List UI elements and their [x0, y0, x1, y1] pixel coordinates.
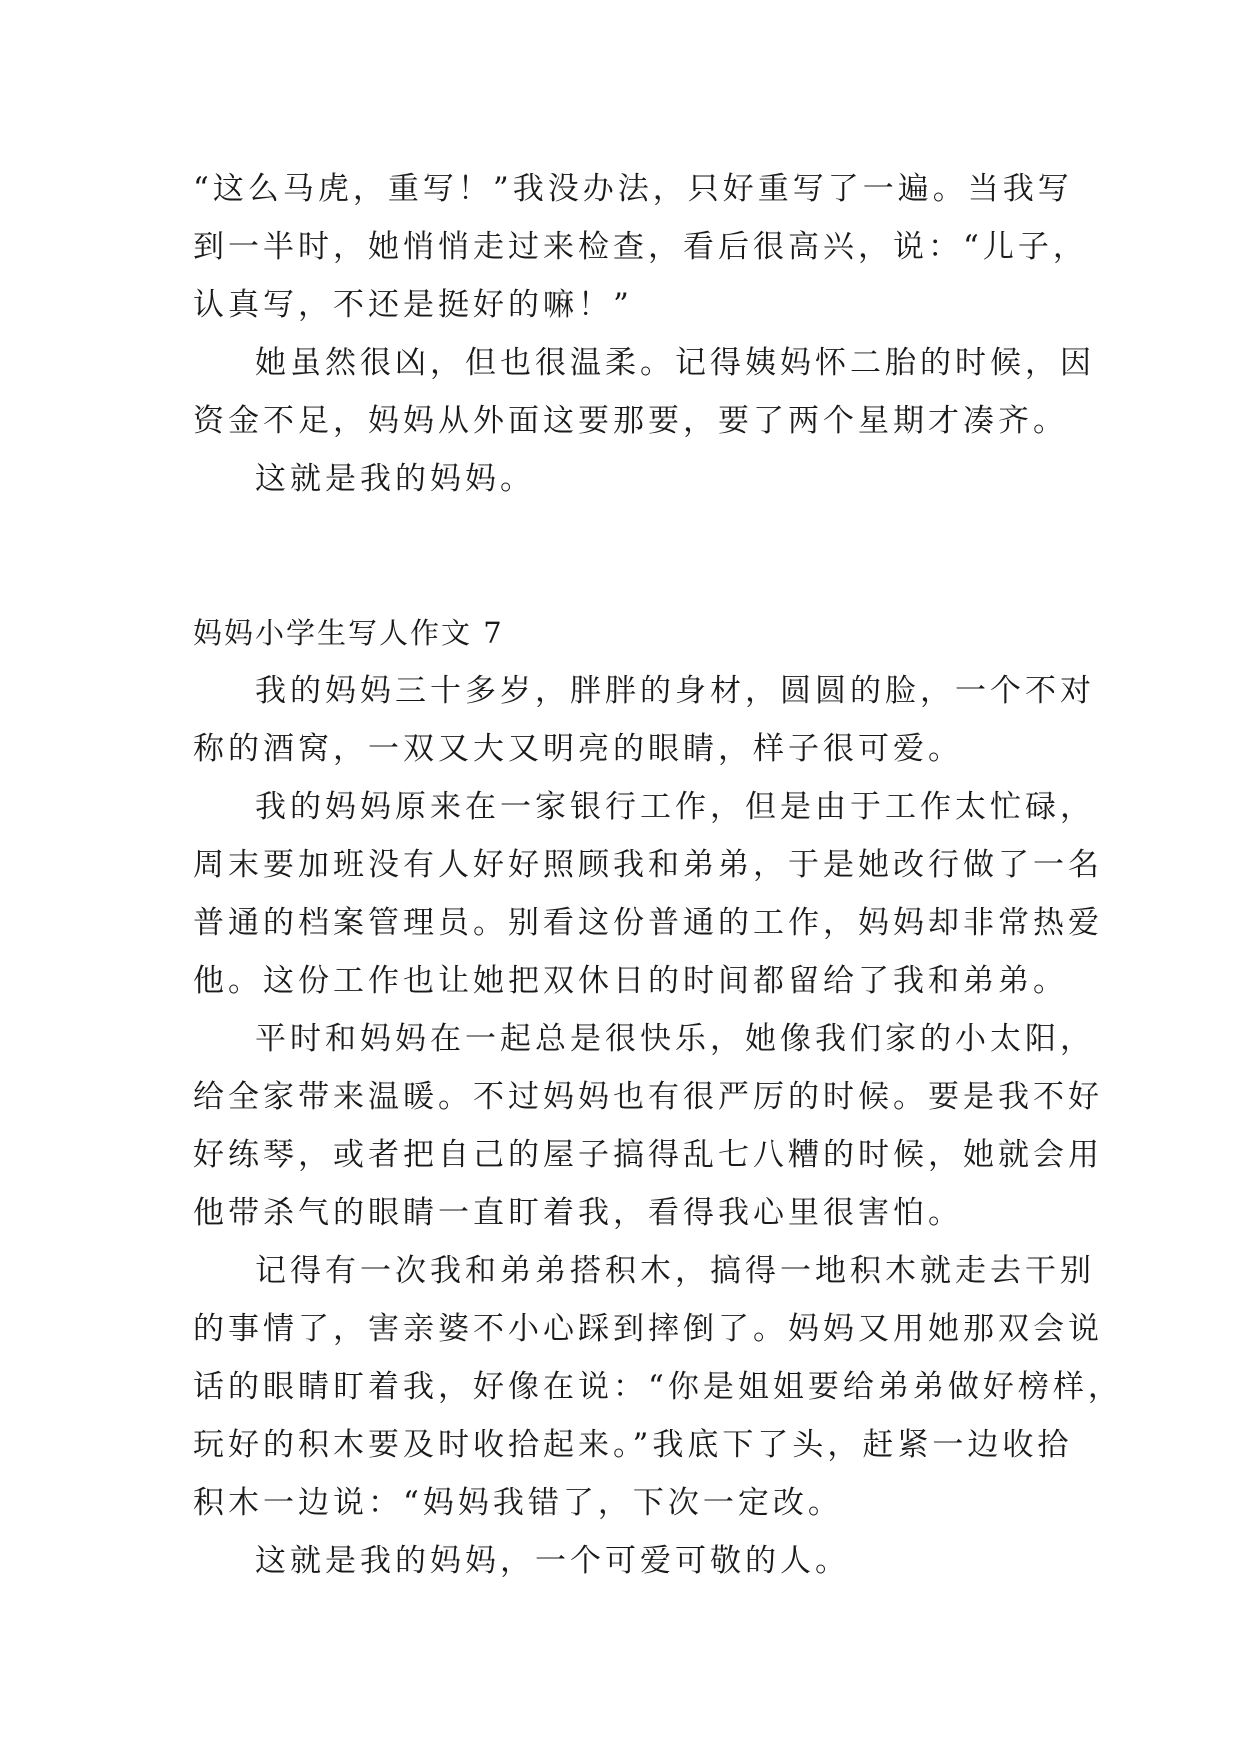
paragraph-start: 记得有一次我和弟弟搭积木，搞得一地积木就走去干别 — [255, 1253, 1095, 1289]
paragraph-start: 我的妈妈原来在一家银行工作，但是由于工作太忙碌， — [255, 789, 1095, 825]
text-line: 给全家带来温暖。不过妈妈也有很严厉的时候。要是我不好 — [193, 1079, 1103, 1115]
essay-title: 妈妈小学生写人作文 7 — [193, 616, 504, 650]
text-line: 的事情了，害亲婆不小心踩到摔倒了。妈妈又用她那双会说 — [193, 1311, 1103, 1347]
text-line: 好练琴，或者把自己的屋子搞得乱七八糟的时候，她就会用 — [193, 1137, 1103, 1173]
paragraph-start: 她虽然很凶，但也很温柔。记得姨妈怀二胎的时候，因 — [255, 345, 1095, 381]
text-line: 资金不足，妈妈从外面这要那要，要了两个星期才凑齐。 — [193, 403, 1068, 439]
document-page — [193, 160, 1123, 1590]
paragraph-start: 平时和妈妈在一起总是很快乐，她像我们家的小太阳， — [255, 1021, 1095, 1057]
text-line: 积木一边说：“妈妈我错了，下次一定改。 — [193, 1485, 843, 1521]
text-line: 普通的档案管理员。别看这份普通的工作，妈妈却非常热爱 — [193, 905, 1103, 941]
text-line: 玩好的积木要及时收拾起来。”我底下了头，赶紧一边收拾 — [193, 1427, 1073, 1463]
section-gap — [193, 508, 1053, 604]
text-line: 称的酒窝，一双又大又明亮的眼睛，样子很可爱。 — [193, 731, 963, 767]
paragraph-start: 这就是我的妈妈。 — [255, 461, 535, 497]
text-line: 到一半时，她悄悄走过来检查，看后很高兴，说：“儿子， — [193, 229, 1088, 265]
text-line: 认真写，不还是挺好的嘛！” — [193, 287, 633, 323]
text-line: 他。这份工作也让她把双休日的时间都留给了我和弟弟。 — [193, 963, 1068, 999]
text-line: “这么马虎，重写！”我没办法，只好重写了一遍。当我写 — [193, 171, 1073, 207]
text-line: 他带杀气的眼睛一直盯着我，看得我心里很害怕。 — [193, 1195, 963, 1231]
paragraph-start: 这就是我的妈妈，一个可爱可敬的人。 — [255, 1543, 850, 1579]
paragraph-start: 我的妈妈三十多岁，胖胖的身材，圆圆的脸，一个不对 — [255, 673, 1095, 709]
text-line: 周末要加班没有人好好照顾我和弟弟，于是她改行做了一名 — [193, 847, 1103, 883]
text-line: 话的眼睛盯着我，好像在说：“你是姐姐要给弟弟做好榜样， — [193, 1369, 1123, 1405]
